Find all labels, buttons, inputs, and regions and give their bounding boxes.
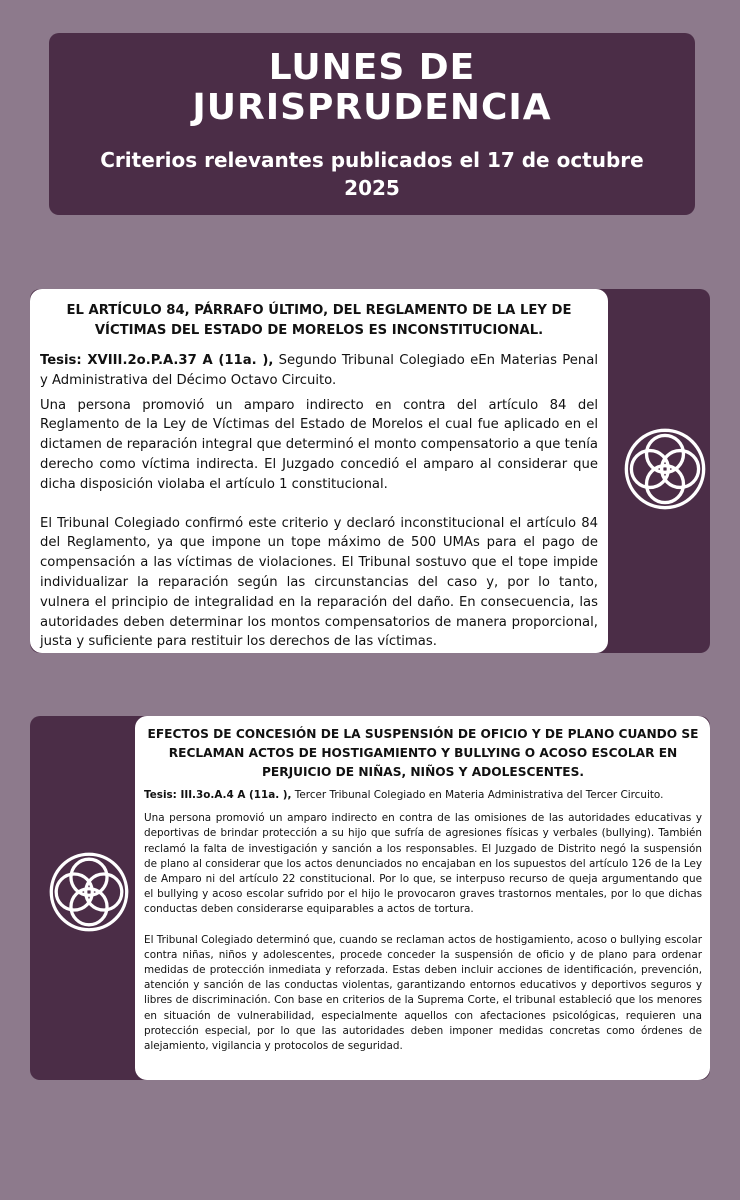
card-1-paragraph-2: El Tribunal Colegiado confirmó este criterio y declaró inconstitucional el artículo 84 del Reglamento, ya que impone un tope máximo de 500 UMAs para el pago de compensación a las víctimas de violaciones. El Tribunal sostuvo que el tope impide individualizar la reparación según las circunstancias del caso y, por lo tanto, vulnera el principio de integralidad en la reparación del daño. En consecuencia, las autoridades deben determinar los montos compensatorios de manera proporcional, justa y suficiente para restituir los derechos de las víctimas. [40, 515, 598, 650]
card-1-tesis-label: Tesis: XVIII.2o.P.A.37 A (11a. ), [40, 353, 274, 368]
page-title: LUNES DE JURISPRUDENCIA [192, 47, 552, 128]
card-1-tesis-court: Segundo Tribunal Colegiado eEn Materias Penal y Administrativa del Décimo Octavo Circuito. [40, 353, 598, 388]
card-2-paragraph-2: El Tribunal Colegiado determinó que, cuando se reclaman actos de hostigamiento, acoso o bullying escolar contra niñas, niños y adolescentes, procede conceder la suspensión de oficio y de plano para ordenar medidas de protección inmediata y reforzada. Estas deben incluir acciones de identificación, prevención, atención y sanción de las conductas violentas, garantizando entornos educativos y deportivos seguros y libres de discriminación. Con base en criterios de la Suprema Corte, el tribunal estableció que los menores en situación de vulnerabilidad, especialmente aquellos con afectaciones psicológicas, requieren una protección especial, por lo que las autoridades deben imponer medidas concretas como órdenes de alejamiento, vigilancia y protocolos de seguridad. [144, 933, 702, 1053]
card-1 [30, 289, 608, 653]
card-2 [135, 716, 710, 1080]
knot-emblem-icon [623, 427, 707, 511]
card-2-title: EFECTOS DE CONCESIÓN DE LA SUSPENSIÓN DE OFICIO Y DE PLANO CUANDO SE RECLAMAN ACTOS DE HOSTIGAMIENTO Y BULLYING O ACOSO ESCOLAR EN PERJUICIO DE NIÑAS, NIÑOS Y ADOLESCENTES. [147, 727, 699, 779]
card-1-paragraph-1: Una persona promovió un amparo indirecto en contra del artículo 84 del Reglamento de la Ley de Víctimas del Estado de Morelos el cual fue aplicado en el dictamen de reparación integral que determinó el monto compensatorio a que tenía derecho como víctima indirecta. El Juzgado concedió el amparo al considerar que dicha disposición violaba el artículo 1 constitucional. [40, 397, 598, 492]
card-2-paragraph-1: Una persona promovió un amparo indirecto en contra de las omisiones de las autoridades educativas y deportivas de brindar protección a su hijo que sufría de agresiones físicas y verbales (bullying). También reclamó la falta de investigación y sanción a los responsables. El Juzgado de Distrito negó la suspensión de plano al considerar que los actos denunciados no encajaban en los supuestos del artículo 126 de la Ley de Amparo ni del artículo 22 constitucional. Por lo que, se interpuso recurso de queja argumentando que el bullying y acoso escolar sufrido por el hijo le provocaron graves trastornos mentales, por lo que dichas conductas deben considerarse equiparables a actos de tortura. [144, 812, 702, 916]
card-2-tesis-label: Tesis: III.3o.A.4 A (11a. ), [144, 789, 292, 801]
card-1-tesis [40, 351, 598, 391]
card-1-title: EL ARTÍCULO 84, PÁRRAFO ÚLTIMO, DEL REGLAMENTO DE LA LEY DE VÍCTIMAS DEL ESTADO DE MORELOS ES INCONSTITUCIONAL. [66, 303, 572, 338]
card-2-tesis-court: Tercer Tribunal Colegiado en Materia Administrativa del Tercer Circuito. [291, 789, 664, 801]
page-subtitle: Criterios relevantes publicados el 17 de octubre 2025 [100, 148, 644, 200]
header-banner [49, 33, 695, 215]
card-2-tesis [144, 788, 702, 803]
knot-emblem-icon [48, 851, 130, 933]
